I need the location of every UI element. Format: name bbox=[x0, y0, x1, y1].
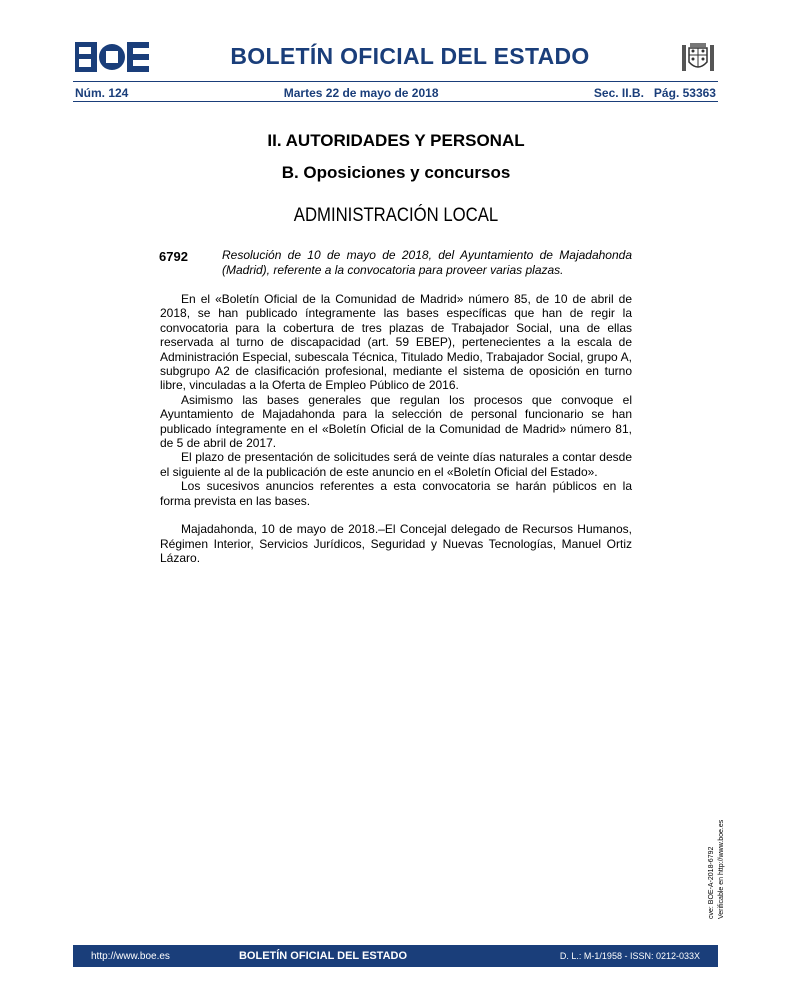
body-paragraph: Los sucesivos anuncios referentes a esta convocatoria se harán públicos en la forma prevista en las bases. bbox=[160, 479, 632, 508]
verification-note bbox=[707, 789, 733, 919]
footer-title: BOLETÍN OFICIAL DEL ESTADO bbox=[238, 950, 408, 962]
header-info-row bbox=[75, 86, 716, 100]
signature-paragraph: Majadahonda, 10 de mayo de 2018.–El Concejal delegado de Recursos Humanos, Régimen Interior, Servicios Jurídicos, Seguridad y Nuevas Tecnologías, Manuel Ortiz Lázaro. bbox=[160, 522, 632, 565]
coat-of-arms-icon bbox=[679, 37, 717, 75]
subsection-heading: B. Oposiciones y concursos bbox=[281, 163, 511, 182]
header-subrule bbox=[73, 101, 718, 102]
footer-bar bbox=[73, 945, 718, 967]
body-paragraph: El plazo de presentación de solicitudes será de veinte días naturales a contar desde el siguiente al de la publicación de este anuncio en el «Boletín Oficial del Estado». bbox=[160, 450, 632, 479]
verify-link[interactable]: Verificable en http://www.boe.es bbox=[718, 819, 725, 919]
footer-legal: D. L.: M-1/1958 - ISSN: 0212-033X bbox=[559, 951, 700, 961]
category-heading: ADMINISTRACIÓN LOCAL bbox=[293, 205, 499, 226]
entry-body bbox=[160, 292, 632, 565]
body-paragraph: Asimismo las bases generales que regulan los procesos que convoque el Ayuntamiento de Majadahonda para la selección de personal funcionario se han publicado íntegramente en el «Boletín Oficial de la Comunidad de Madrid» número 81, de 5 de abril de 2017. bbox=[160, 392, 632, 451]
boe-logo bbox=[75, 42, 149, 72]
bulletin-title: BOLETÍN OFICIAL DEL ESTADO bbox=[230, 43, 590, 69]
issue-date: Martes 22 de mayo de 2018 bbox=[283, 86, 439, 100]
entry-number: 6792 bbox=[159, 249, 188, 264]
resolution-title: Resolución de 10 de mayo de 2018, del Ayuntamiento de Majadahonda (Madrid), referente a la convocatoria para proveer varias plazas. bbox=[222, 248, 632, 277]
section-heading: II. AUTORIDADES Y PERSONAL bbox=[267, 131, 525, 150]
cve-code: cve: BOE-A-2018-6792 bbox=[708, 846, 715, 919]
section-page: Sec. II.B. Pág. 53363 bbox=[593, 86, 716, 100]
body-paragraph: En el «Boletín Oficial de la Comunidad de Madrid» número 85, de 10 de abril de 2018, se han publicado íntegramente las bases específicas que han de regir la convocatoria para la cobertura de tres plazas de Trabajador Social, una de ellas reservada al turno de discapacidad (art. 59 EBEP), pertenecientes a la escala de Administración Especial, subescala Técnica, Titulado Medio, Trabajador Social, grupo A, subgrupo A2 de clasificación profesional, mediante el sistema de oposición en turno libre, vinculadas a la Oferta de Empleo Público de 2016. bbox=[160, 292, 632, 393]
header-rule bbox=[73, 81, 718, 82]
footer-url-link[interactable]: http://www.boe.es bbox=[91, 950, 170, 962]
issue-number: Núm. 124 bbox=[75, 86, 129, 100]
